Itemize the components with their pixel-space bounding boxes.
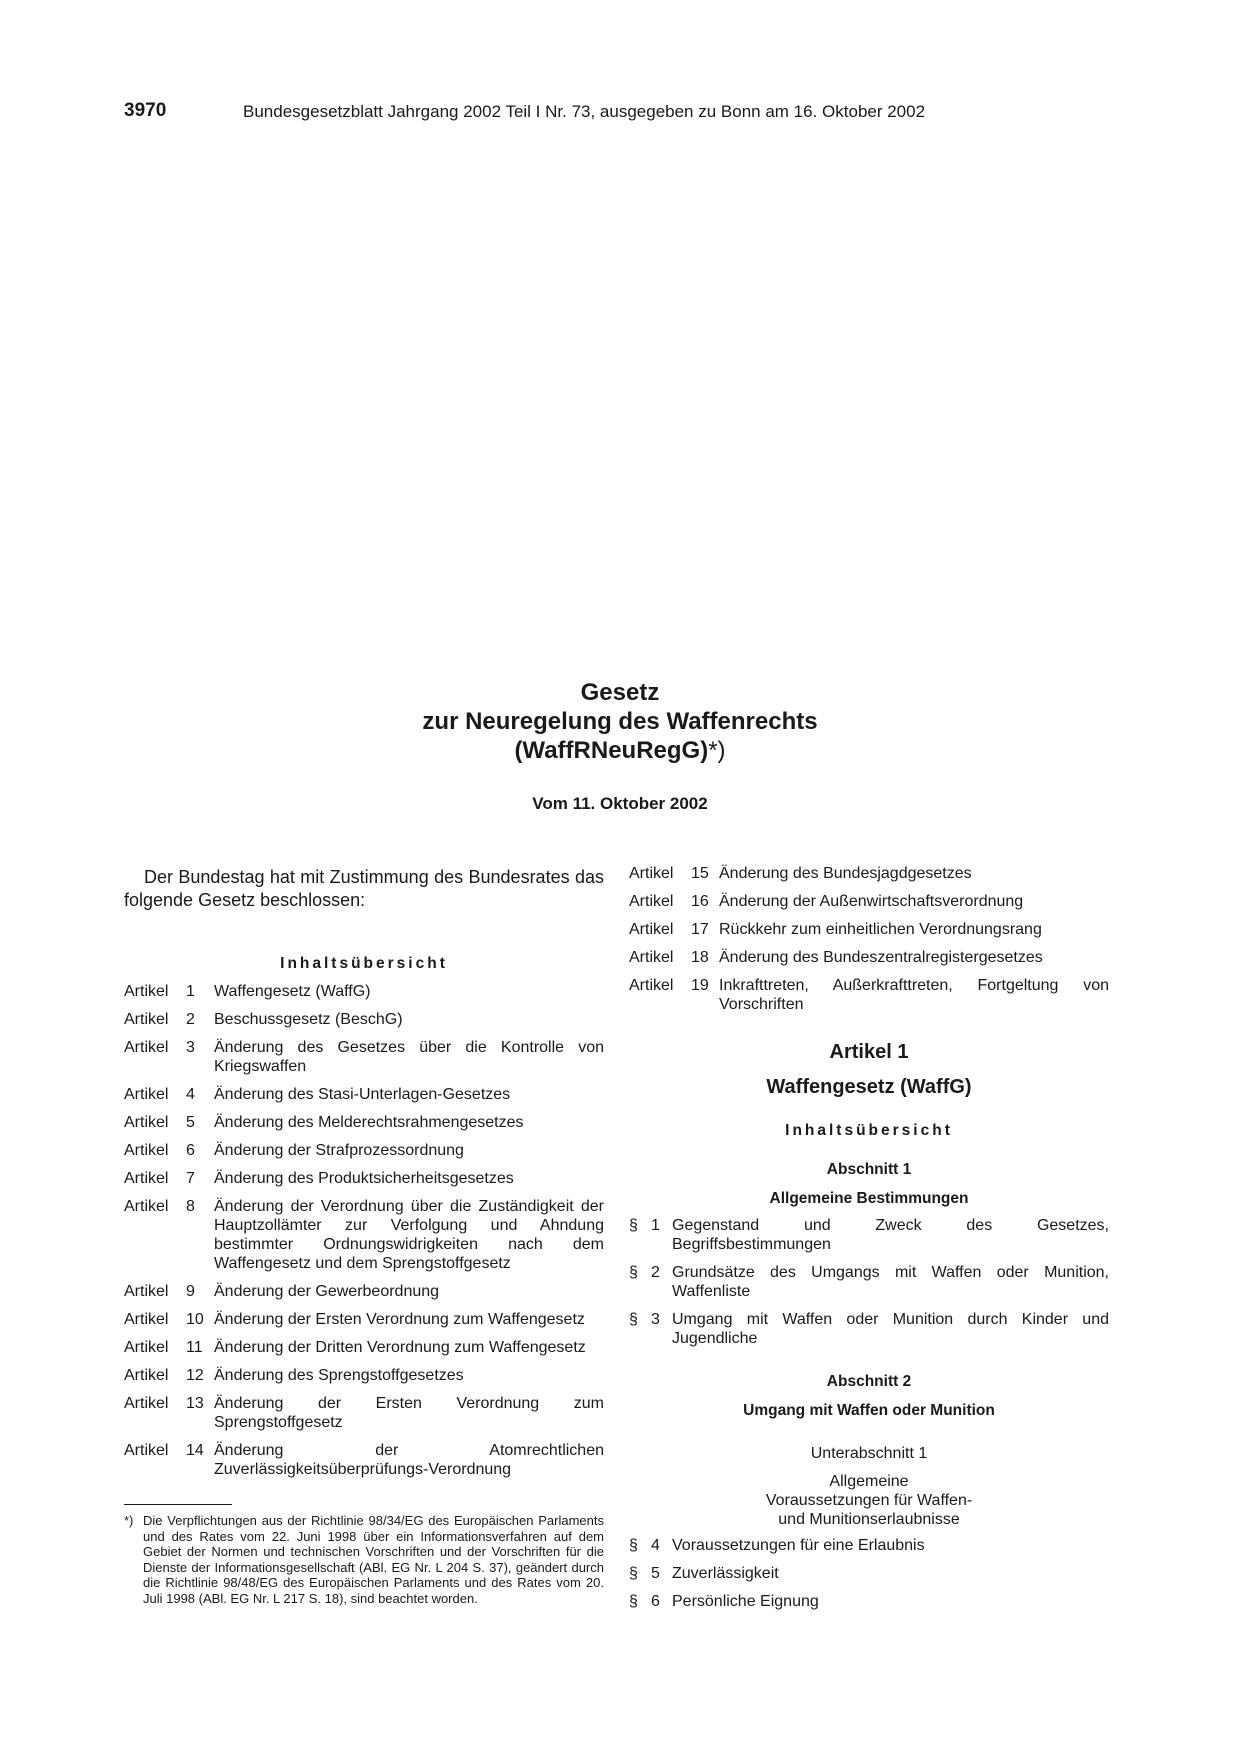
toc-entry-text: Änderung der Atomrechtlichen Zuverlässigkeitsüberprüfungs-Verordnung <box>214 1442 604 1478</box>
toc-entry-label: Artikel <box>124 1311 169 1328</box>
toc-entry <box>124 1038 604 1076</box>
toc-entry <box>124 1441 604 1479</box>
toc-entry-text: Änderung der Strafprozessordnung <box>214 1142 464 1159</box>
toc-entry-label: Artikel <box>124 1367 169 1384</box>
toc-entry-article-number: 14 <box>186 1442 204 1459</box>
footnote-mark: *) <box>124 1513 134 1528</box>
toc-entry-number <box>629 976 719 995</box>
toc-entry-article-number: 5 <box>186 1114 195 1131</box>
section-1-heading: Abschnitt 1 <box>826 1161 912 1178</box>
law-abbreviation: (WaffRNeuRegG) <box>514 737 709 764</box>
toc-entry-label: Artikel <box>124 1114 169 1131</box>
article-1-toc-heading: Inhaltsübersicht <box>785 1122 953 1139</box>
footnote <box>124 1513 604 1606</box>
toc-entry-label: Artikel <box>124 1170 169 1187</box>
article-1-heading: Artikel 1 <box>829 1041 909 1063</box>
law-title-line-3 <box>0 736 1240 765</box>
toc-entry-text: Beschussgesetz (BeschG) <box>214 1011 403 1028</box>
toc-entry <box>629 864 1109 883</box>
toc-entry <box>629 920 1109 939</box>
toc-entry-text: Änderung des Bundeszentralregistergesetzes <box>719 949 1043 966</box>
toc-entry <box>629 976 1109 1014</box>
toc-entry-label: Artikel <box>124 1039 169 1056</box>
toc-entry-text: Änderung des Melderechtsrahmengesetzes <box>214 1114 524 1131</box>
toc-entry-article-number: 9 <box>186 1283 195 1300</box>
toc-entry-number <box>124 1010 214 1029</box>
toc-entry-text: Inkrafttreten, Außerkrafttreten, Fortgeltung von Vorschriften <box>719 977 1109 1013</box>
subsection-1-title-line-1: Allgemeine <box>829 1473 909 1490</box>
toc-entry-number <box>124 1310 214 1329</box>
section-2-title: Umgang mit Waffen oder Munition <box>743 1402 995 1419</box>
toc-entry-label: Artikel <box>124 1142 169 1159</box>
toc-entry <box>124 1394 604 1432</box>
section-sign: § <box>629 1217 638 1234</box>
section-sign: § <box>629 1311 638 1328</box>
toc-entry-label: Artikel <box>124 983 169 1000</box>
toc-entry-article-number: 1 <box>186 983 195 1000</box>
toc-entry-article-number: 15 <box>691 865 709 882</box>
paragraph-text: Voraussetzungen für eine Erlaubnis <box>672 1537 925 1554</box>
toc-entry-article-number: 16 <box>691 893 709 910</box>
subsection-1-title-line-2: Voraussetzungen für Waffen- <box>765 1492 973 1509</box>
section-sign: § <box>629 1264 638 1281</box>
toc-entry <box>124 1310 604 1329</box>
toc-heading: Inhaltsübersicht <box>280 955 448 972</box>
toc-entry-label: Artikel <box>629 977 674 994</box>
footnote-text: Die Verpflichtungen aus der Richtlinie 98/34/EG des Europäischen Parlaments und des Rates vom 22. Juni 1998 über ein Informationsverfahren auf dem Gebiet der Normen und technischen Vorschriften und der Vorschriften für die Dienste der Informationsgesellschaft (ABl. EG Nr. L 204 S. 37), geändert durch die Richtlinie 98/48/EG des Europäischen Parlaments und des Rates vom 20. Juli 1998 (ABl. EG Nr. L 217 S. 18), sind beachtet worden. <box>143 1513 604 1606</box>
section-sign: § <box>629 1565 638 1582</box>
toc-entry-text: Änderung der Verordnung über die Zuständigkeit der Hauptzollämter zur Verfolgung und Ahndung bestimmter Ordnungswidrigkeiten nach dem Waffengesetz und dem Sprengstoffgesetz <box>214 1198 604 1272</box>
paragraph-entry <box>629 1216 1109 1254</box>
paragraph-number: 3 <box>651 1311 660 1328</box>
toc-entry-article-number: 2 <box>186 1011 195 1028</box>
law-title-line-2: zur Neuregelung des Waffenrechts <box>422 708 818 735</box>
toc-entry-label: Artikel <box>124 1339 169 1356</box>
toc-entry <box>629 948 1109 967</box>
toc-entry <box>124 1366 604 1385</box>
toc-entry-article-number: 3 <box>186 1039 195 1056</box>
toc-entry-text: Änderung des Gesetzes über die Kontrolle von Kriegswaffen <box>214 1039 604 1075</box>
toc-entry-label: Artikel <box>124 1198 169 1215</box>
toc-entry-number <box>124 1169 214 1188</box>
paragraph-entry <box>629 1310 1109 1348</box>
toc-entry <box>629 892 1109 911</box>
toc-entry-number <box>124 1141 214 1160</box>
paragraph-number: 6 <box>651 1593 660 1610</box>
section-1-title: Allgemeine Bestimmungen <box>769 1190 969 1207</box>
toc-entry-label: Artikel <box>124 1283 169 1300</box>
toc-entry-article-number: 4 <box>186 1086 195 1103</box>
paragraph-number: 4 <box>651 1537 660 1554</box>
toc-entry-text: Rückkehr zum einheitlichen Verordnungsrang <box>719 921 1042 938</box>
toc-entry-number <box>124 982 214 1001</box>
toc-entry-label: Artikel <box>629 921 674 938</box>
paragraph-text: Grundsätze des Umgangs mit Waffen oder Munition, Waffenliste <box>672 1264 1109 1300</box>
toc-entry-number <box>124 1113 214 1132</box>
toc-entry-number <box>124 1282 214 1301</box>
toc-entry-label: Artikel <box>124 1442 169 1459</box>
toc-entry <box>124 1113 604 1132</box>
toc-entry-number <box>124 1085 214 1104</box>
toc-entry-label: Artikel <box>124 1011 169 1028</box>
toc-entry-text: Änderung der Gewerbeordnung <box>214 1283 440 1300</box>
toc-entry-label: Artikel <box>629 893 674 910</box>
toc-entry-text: Änderung der Ersten Verordnung zum Sprengstoffgesetz <box>214 1395 604 1431</box>
running-title: Bundesgesetzblatt Jahrgang 2002 Teil I Nr. 73, ausgegeben zu Bonn am 16. Oktober 2002 <box>243 102 926 121</box>
toc-entry-number <box>124 1038 214 1057</box>
paragraph-text: Zuverlässigkeit <box>672 1565 779 1582</box>
toc-entry-article-number: 19 <box>691 977 709 994</box>
subsection-1-title-line-3: und Munitionserlaubnisse <box>778 1511 960 1528</box>
toc-entry-number <box>629 920 719 939</box>
law-title-block <box>0 678 1240 814</box>
toc-entry-text: Änderung des Produktsicherheitsgesetzes <box>214 1170 514 1187</box>
right-column <box>629 864 1109 1620</box>
toc-entry-article-number: 6 <box>186 1142 195 1159</box>
toc-entry-article-number: 11 <box>186 1339 203 1356</box>
paragraph-number: 1 <box>651 1217 660 1234</box>
toc-entry-text: Änderung der Außenwirtschaftsverordnung <box>719 893 1024 910</box>
toc-entry-text: Änderung des Sprengstoffgesetzes <box>214 1367 464 1384</box>
toc-entry <box>124 1010 604 1029</box>
toc-entry-label: Artikel <box>629 949 674 966</box>
section-sign: § <box>629 1593 638 1610</box>
toc-entry-number <box>124 1366 214 1385</box>
toc-entry-text: Änderung des Bundesjagdgesetzes <box>719 865 972 882</box>
page-number: 3970 <box>124 100 167 121</box>
paragraph-text: Umgang mit Waffen oder Munition durch Kinder und Jugendliche <box>672 1311 1109 1347</box>
toc-entry <box>124 1141 604 1160</box>
toc-entry-number <box>124 1441 214 1460</box>
toc-right-list <box>629 864 1109 1014</box>
toc-left-list <box>124 982 604 1479</box>
toc-entry-label: Artikel <box>629 865 674 882</box>
law-title-line-1: Gesetz <box>580 679 660 706</box>
section-1-paragraph-list <box>629 1216 1109 1348</box>
toc-entry-number <box>124 1394 214 1413</box>
toc-entry-number <box>124 1197 214 1216</box>
paragraph-entry <box>629 1536 1109 1555</box>
toc-entry-text: Waffengesetz (WaffG) <box>214 983 371 1000</box>
subsection-1-heading: Unterabschnitt 1 <box>810 1445 928 1462</box>
section-2-paragraph-list <box>629 1536 1109 1611</box>
toc-entry-article-number: 10 <box>186 1311 204 1328</box>
toc-entry-text: Änderung der Dritten Verordnung zum Waffengesetz <box>214 1339 586 1356</box>
toc-entry-number <box>629 864 719 883</box>
law-date: Vom 11. Oktober 2002 <box>532 794 708 813</box>
footnote-marker: *) <box>708 737 726 764</box>
intro-text: Der Bundestag hat mit Zustimmung des Bundesrates das folgende Gesetz beschlossen: <box>124 867 604 910</box>
toc-entry-article-number: 17 <box>691 921 709 938</box>
paragraph-text: Gegenstand und Zweck des Gesetzes, Begriffsbestimmungen <box>672 1217 1109 1253</box>
toc-entry-article-number: 7 <box>186 1170 195 1187</box>
paragraph-entry <box>629 1564 1109 1583</box>
paragraph-entry <box>629 1263 1109 1301</box>
toc-entry-number <box>629 948 719 967</box>
footnote-divider <box>124 1504 232 1505</box>
paragraph-number: 5 <box>651 1565 660 1582</box>
subsection-1-title <box>629 1472 1109 1529</box>
toc-entry-label: Artikel <box>124 1086 169 1103</box>
section-2-heading: Abschnitt 2 <box>826 1373 912 1390</box>
toc-entry-article-number: 8 <box>186 1198 195 1215</box>
paragraph-entry <box>629 1592 1109 1611</box>
left-column <box>124 866 604 1488</box>
toc-entry-article-number: 18 <box>691 949 709 966</box>
toc-entry-text: Änderung des Stasi-Unterlagen-Gesetzes <box>214 1086 511 1103</box>
paragraph-text: Persönliche Eignung <box>672 1593 819 1610</box>
toc-entry <box>124 1169 604 1188</box>
toc-entry-number <box>124 1338 214 1357</box>
toc-entry <box>124 1197 604 1273</box>
toc-entry <box>124 1282 604 1301</box>
toc-entry-article-number: 12 <box>186 1367 204 1384</box>
toc-entry <box>124 1085 604 1104</box>
toc-entry-number <box>629 892 719 911</box>
section-sign: § <box>629 1537 638 1554</box>
toc-entry <box>124 1338 604 1357</box>
toc-entry-article-number: 13 <box>186 1395 204 1412</box>
toc-entry-text: Änderung der Ersten Verordnung zum Waffengesetz <box>214 1311 585 1328</box>
paragraph-number: 2 <box>651 1264 660 1281</box>
toc-entry <box>124 982 604 1001</box>
article-1-title: Waffengesetz (WaffG) <box>766 1076 972 1098</box>
toc-entry-label: Artikel <box>124 1395 169 1412</box>
